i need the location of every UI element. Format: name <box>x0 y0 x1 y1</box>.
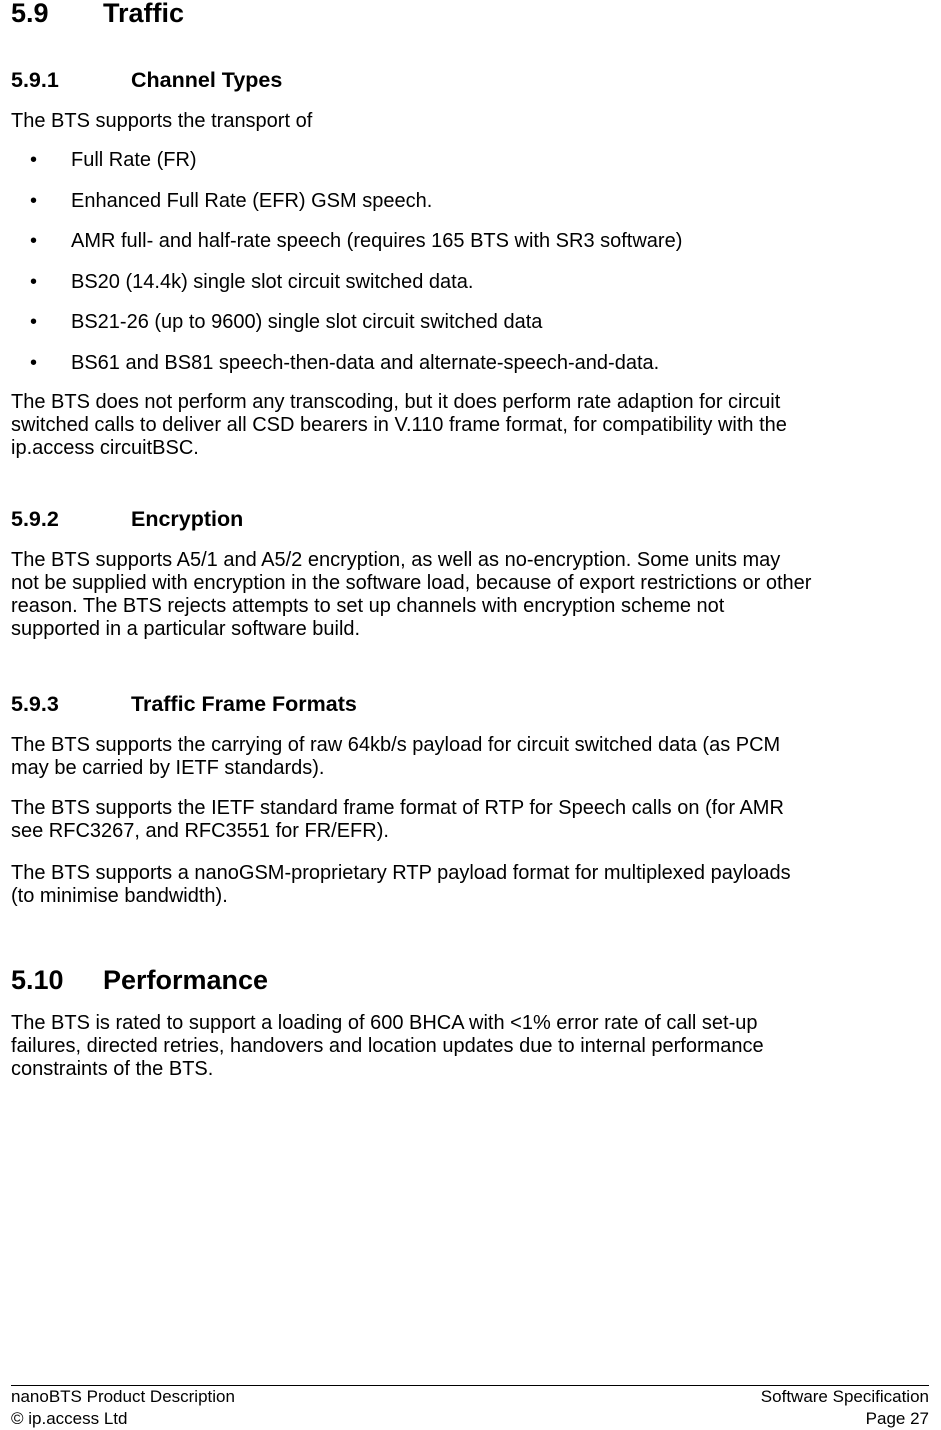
encryption-paragraph: The BTS supports A5/1 and A5/2 encryption, as well as no-encryption. Some units may not be supplied with encryption in the software load, because of export restrictions or other reason. The BTS rejects attempts to set up channels with encryption scheme not supported in a particular software build. <box>11 549 812 640</box>
footer-copyright: © ip.access Ltd <box>11 1409 128 1428</box>
footer-row-bottom <box>11 1408 929 1430</box>
section-heading-5-9 <box>11 0 184 27</box>
footer-section-name: Software Specification <box>760 1387 929 1406</box>
list-item: • BS61 and BS81 speech-then-data and alternate-speech-and-data. <box>30 351 660 374</box>
section-heading-5-9-2 <box>11 507 243 531</box>
list-item: • BS21-26 (up to 9600) single slot circuit switched data <box>30 311 543 333</box>
list-item: • AMR full- and half-rate speech (requires 165 BTS with SR3 software) <box>30 230 683 252</box>
bullet-glyph: • <box>30 189 38 212</box>
section-title: Encryption <box>131 507 244 531</box>
performance-paragraph: The BTS is rated to support a loading of 600 BHCA with <1% error rate of call set-up failures, directed retries, handovers and location updates due to internal performance constraints of the BTS. <box>11 1012 764 1080</box>
channel-types-closing: The BTS does not perform any transcoding, but it does perform rate adaption for circuit switched calls to deliver all CSD bearers in V.110 frame format, for compatibility with the ip.access circuitBSC. <box>11 391 787 459</box>
bullet-glyph: • <box>30 351 38 374</box>
section-title: Traffic Frame Formats <box>131 692 357 716</box>
section-title: Channel Types <box>131 68 283 92</box>
list-item: • BS20 (14.4k) single slot circuit switched data. <box>30 270 474 293</box>
footer-document-title: nanoBTS Product Description <box>11 1387 235 1406</box>
section-number: 5.9 <box>11 0 49 28</box>
list-item: • Full Rate (FR) <box>30 149 197 171</box>
footer-page-number: Page 27 <box>865 1409 929 1428</box>
bullet-glyph: • <box>30 149 38 171</box>
section-heading-5-9-3 <box>11 692 357 716</box>
section-heading-5-10 <box>11 967 268 994</box>
page-footer <box>11 1385 929 1430</box>
channel-types-intro: The BTS supports the transport of <box>11 110 313 132</box>
section-heading-5-9-1 <box>11 68 282 92</box>
bullet-glyph: • <box>30 230 38 252</box>
section-number: 5.9.2 <box>11 507 59 531</box>
bullet-glyph: • <box>30 311 38 333</box>
section-number: 5.9.3 <box>11 692 59 716</box>
footer-row-top <box>11 1386 929 1408</box>
bullet-glyph: • <box>30 270 38 293</box>
section-number: 5.10 <box>11 965 64 995</box>
section-title: Performance <box>103 965 269 995</box>
frame-formats-paragraph-2: The BTS supports the IETF standard frame format of RTP for Speech calls on (for AMR see RFC3267, and RFC3551 for FR/EFR). <box>11 797 784 842</box>
section-number: 5.9.1 <box>11 68 59 92</box>
frame-formats-paragraph-3: The BTS supports a nanoGSM-proprietary RTP payload format for multiplexed payloads (to minimise bandwidth). <box>11 862 791 907</box>
channel-types-list <box>11 149 682 392</box>
frame-formats-paragraph-1: The BTS supports the carrying of raw 64kb/s payload for circuit switched data (as PCM may be carried by IETF standards). <box>11 734 781 779</box>
section-title: Traffic <box>103 0 185 28</box>
list-item: • Enhanced Full Rate (EFR) GSM speech. <box>30 189 433 212</box>
